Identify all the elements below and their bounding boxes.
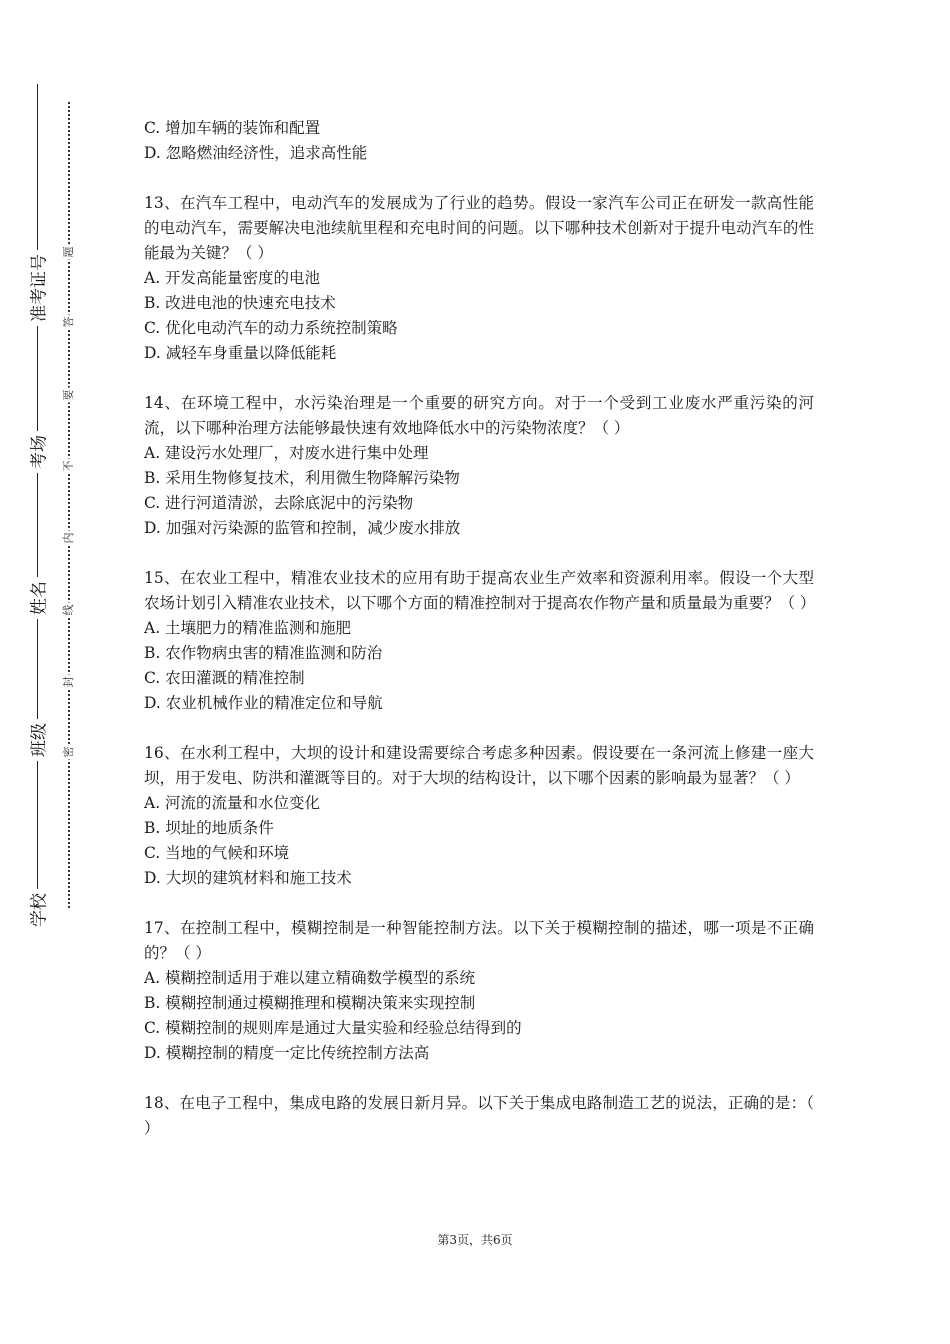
continued-options [144, 116, 814, 166]
question-18 [144, 1091, 814, 1141]
option-item[interactable]: C. 进行河道清淤，去除底泥中的污染物 [144, 494, 414, 512]
binding-solid-line [37, 84, 38, 926]
field-school-label: 学校 [25, 889, 50, 931]
option-item[interactable]: B. 农作物病虫害的精准监测和防治 [144, 644, 383, 662]
field-class-label: 班级 [25, 719, 50, 761]
binding-dotted-line [68, 102, 70, 908]
option-item[interactable]: B. 改进电池的快速充电技术 [144, 294, 336, 312]
seal-char: 要 [62, 389, 75, 401]
binding-margin [0, 0, 120, 1344]
question-stem: 16、在水利工程中，大坝的设计和建设需要综合考虑多种因素。假设要在一条河流上修建一座大坝，用于发电、防洪和灌溉等目的。对于大坝的结构设计，以下哪个因素的影响最为显著？（ ） [144, 744, 814, 787]
option-item[interactable]: C. 模糊控制的规则库是通过大量实验和经验总结得到的 [144, 1019, 522, 1037]
question-stem: 17、在控制工程中，模糊控制是一种智能控制方法。以下关于模糊控制的描述，哪一项是不正确的？（ ） [144, 919, 814, 962]
option-item[interactable]: A. 建设污水处理厂，对废水进行集中处理 [144, 444, 429, 462]
field-exam-room-label: 考场 [25, 431, 50, 473]
seal-char: 题 [62, 246, 75, 258]
option-item[interactable]: D. 忽略燃油经济性，追求高性能 [144, 144, 368, 162]
seal-char: 内 [62, 532, 75, 544]
question-14 [144, 391, 814, 541]
option-item[interactable]: A. 河流的流量和水位变化 [144, 794, 321, 812]
option-item[interactable]: A. 开发高能量密度的电池 [144, 269, 321, 287]
option-item[interactable]: A. 土壤肥力的精准监测和施肥 [144, 619, 352, 637]
option-item[interactable]: C. 增加车辆的装饰和配置 [144, 119, 321, 137]
question-15 [144, 566, 814, 716]
option-item[interactable]: D. 农业机械作业的精准定位和导航 [144, 694, 383, 712]
option-item[interactable]: A. 模糊控制适用于难以建立精确数学模型的系统 [144, 969, 476, 987]
question-16 [144, 741, 814, 891]
seal-char: 不 [62, 460, 75, 472]
option-item[interactable]: D. 加强对污染源的监管和控制，减少废水排放 [144, 519, 461, 537]
seal-char: 答 [62, 316, 75, 328]
option-item[interactable]: C. 农田灌溉的精准控制 [144, 669, 305, 687]
field-name-label: 姓名 [25, 577, 50, 619]
question-stem: 13、在汽车工程中，电动汽车的发展成为了行业的趋势。假设一家汽车公司正在研发一款高性能的电动汽车，需要解决电池续航里程和充电时间的问题。以下哪种技术创新对于提升电动汽车的性能最为关键？（ ） [144, 194, 814, 262]
option-item[interactable]: C. 当地的气候和环境 [144, 844, 290, 862]
question-stem: 14、在环境工程中，水污染治理是一个重要的研究方向。对于一个受到工业废水严重污染的河流，以下哪种治理方法能够最快速有效地降低水中的污染物浓度？（ ） [144, 394, 814, 437]
field-exam-id-label: 准考证号 [25, 250, 50, 326]
seal-char: 封 [62, 676, 75, 688]
question-13 [144, 191, 814, 366]
question-stem: 18、在电子工程中，集成电路的发展日新月异。以下关于集成电路制造工艺的说法，正确的是：（ ） [144, 1094, 814, 1137]
question-stem: 15、在农业工程中，精准农业技术的应用有助于提高农业生产效率和资源利用率。假设一个大型农场计划引入精准农业技术，以下哪个方面的精准控制对于提高农作物产量和质量最为重要？（ ） [144, 569, 816, 612]
option-item[interactable]: D. 大坝的建筑材料和施工技术 [144, 869, 352, 887]
option-item[interactable]: B. 坝址的地质条件 [144, 819, 274, 837]
question-17 [144, 916, 814, 1066]
option-item[interactable]: D. 模糊控制的精度一定比传统控制方法高 [144, 1044, 430, 1062]
page-footer: 第3页，共6页 [437, 1233, 513, 1247]
seal-char: 密 [62, 746, 75, 758]
option-item[interactable]: B. 模糊控制通过模糊推理和模糊决策来实现控制 [144, 994, 476, 1012]
seal-char: 线 [62, 604, 75, 616]
option-item[interactable]: C. 优化电动汽车的动力系统控制策略 [144, 319, 398, 337]
option-item[interactable]: B. 采用生物修复技术，利用微生物降解污染物 [144, 469, 460, 487]
question-content [144, 116, 814, 1141]
option-item[interactable]: D. 减轻车身重量以降低能耗 [144, 344, 337, 362]
